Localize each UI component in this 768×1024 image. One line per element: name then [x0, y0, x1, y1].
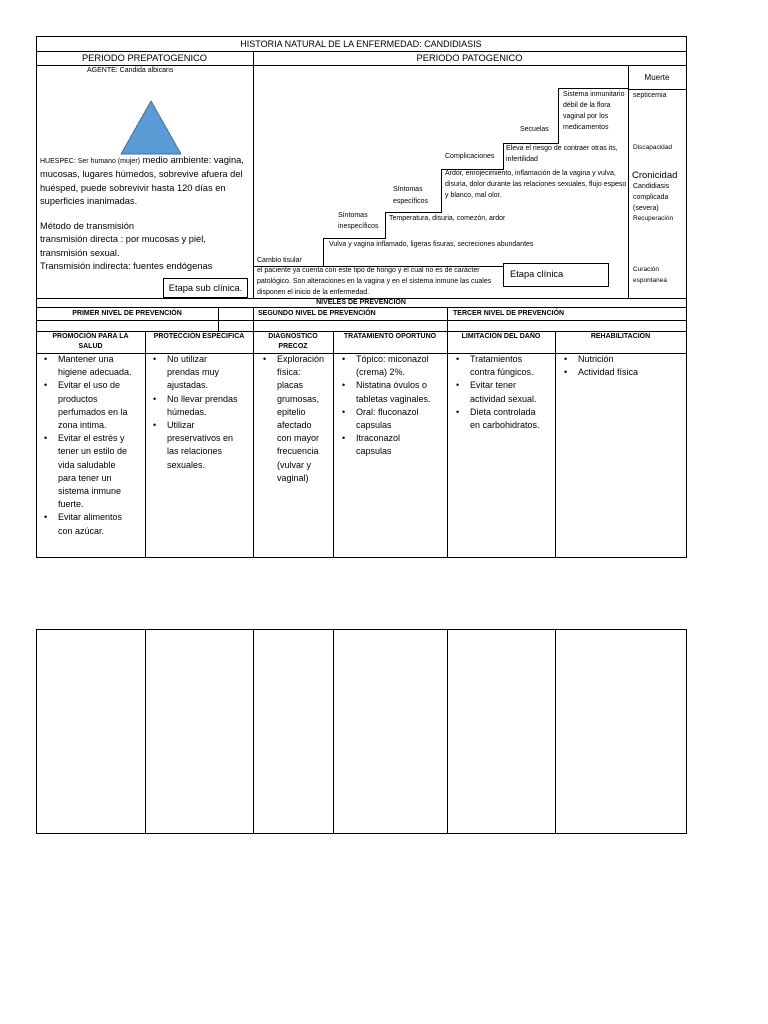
- outcome-recovery: Recuperación: [633, 215, 674, 222]
- timely-treatment-list: [356, 353, 434, 459]
- column-header-specific-protection: PROTECCIÓN ESPECIFICA: [153, 333, 245, 340]
- list-item: • Mantener una higiene adecuada.: [58, 353, 134, 379]
- list-item: • Evitar tener actividad sexual.: [470, 379, 544, 405]
- outcome-spontaneous-cure: Curación espontanea: [633, 266, 667, 284]
- column-header-timely-treatment: TRATAMIENTO OPORTUNO: [343, 333, 437, 340]
- transmission-title: Método de transmisión: [40, 221, 135, 231]
- list-item: • Evitar el estrés y tener un estilo de vida saludable para tener un sistema inmune fuerte.: [58, 432, 134, 511]
- environment-text: medio ambiente: vagina, mucosas, lugares húmedos, sobrevive afuera del huésped, puede sobrevivir hasta 120 días en superficies inanimadas.: [40, 155, 244, 207]
- column-header-damage-limitation: LIMITACIÓN DEL DAÑO: [461, 333, 541, 340]
- host-label: HUESPEC: Ser humano (mujer): [40, 158, 140, 165]
- tertiary-prevention-heading: TERCER NIVEL DE PREVENCIÓN: [453, 310, 565, 317]
- list-item: • Tópico: miconazol (crema) 2%.: [356, 353, 434, 379]
- list-item: • Nistatina óvulos o tabletas vaginales.: [356, 379, 434, 405]
- list-item: • Exploración física: placas grumosas, epitelio afectado con mayor frecuencia (vulvar y vaginal): [277, 353, 326, 485]
- column-header-early-diagnosis: DIAGNOSTICO PRECOZ: [268, 333, 318, 350]
- transmission-direct: transmisión directa : por mucosas y piel, transmisión sexual.: [40, 234, 206, 258]
- list-item: • Dieta controlada en carbohidratos.: [470, 406, 544, 432]
- list-item: • Nutrición: [578, 353, 678, 366]
- list-item: • Evitar alimentos con azúcar.: [58, 511, 134, 537]
- outcome-chronicity-detail: Candidiasis complicada (severa): [633, 183, 670, 212]
- outcome-disability: Discapacidad: [633, 144, 673, 151]
- list-item: • No utilizar prendas muy ajustadas.: [167, 353, 239, 393]
- list-item: • Evitar el uso de productos perfumados en la zona intima.: [58, 379, 134, 432]
- list-item: • Oral: fluconazol capsulas: [356, 406, 434, 432]
- epidemiological-triangle: [121, 101, 181, 154]
- secondary-prevention-heading: SEGUNDO NIVEL DE PREVENCIÓN: [258, 310, 376, 317]
- transmission-indirect: Transmisión indirecta: fuentes endógenas: [40, 261, 213, 272]
- outcome-chronicity: Cronicidad: [632, 170, 678, 181]
- transmission-block: [40, 220, 252, 274]
- specific-symptoms-label: Síntomas específicos: [393, 186, 429, 205]
- nonspecific-symptoms-label: Síntomas inespecíficos: [338, 212, 379, 230]
- health-promotion-list: [58, 353, 134, 538]
- damage-limitation-list: [470, 353, 544, 432]
- nonspecific-symptoms-text: Temperatura, disuria, comezón, ardor: [389, 215, 506, 222]
- complications-text: Eleva el riesgo de contraer otras its, infertilidad: [506, 145, 618, 163]
- column-header-rehabilitation: REHABILITACIÓN: [590, 333, 651, 340]
- document-title: HISTORIA NATURAL DE LA ENFERMEDAD: CANDIDIASIS: [240, 39, 482, 49]
- list-item: • Tratamientos contra fúngicos.: [470, 353, 544, 379]
- host-environment-paragraph: [40, 154, 252, 209]
- complications-label: Complicaciones: [445, 153, 495, 160]
- empty-table-border: [37, 630, 687, 834]
- prevention-heading: NIVELES DE PREVENCION: [316, 299, 406, 306]
- tissue-change-text: el paciente ya cuenta con este tipo de hongo y el cual no es de carácter patológico. Son alteraciones en la vagina y en el sistema inmune las cuales disponen el inicio de la enfermedad.: [257, 267, 492, 296]
- column-header-health-promotion: PROMOCIÓN PARA LA SALUD: [52, 333, 129, 350]
- list-item: • Utilizar preservativos en las relaciones sexuales.: [167, 419, 239, 472]
- list-item: • Actividad física: [578, 366, 678, 379]
- sequelae-label: Secuelas: [520, 126, 549, 133]
- outcome-death: Muerte: [644, 73, 670, 82]
- list-item: • Itraconazol capsulas: [356, 432, 434, 458]
- specific-symptoms-text: Ardor, enrojecimiento, inflamación de la vagina y vulva, disuria, dolor durante las relaciones sexuales, flujo espeso y blanco, mal olor.: [445, 170, 627, 199]
- subclinical-stage-box: Etapa sub clínica.: [163, 278, 248, 298]
- prepathogenic-heading: PERIODO PREPATOGENICO: [81, 53, 207, 63]
- sequelae-text: Sistema inmunitario débil de la flora vaginal por los medicamentos: [563, 90, 625, 132]
- outcome-septicemia: septicemia: [633, 92, 667, 99]
- list-item: • No llevar prendas húmedas.: [167, 393, 239, 419]
- specific-protection-list: [167, 353, 239, 472]
- early-diagnosis-list: [277, 353, 326, 485]
- pathogenic-heading: PERIODO PATOGENICO: [416, 53, 523, 63]
- tissue-change-label: Cambio tisular: [257, 257, 302, 264]
- rehabilitation-list: [578, 353, 678, 379]
- primary-prevention-heading: PRIMER NIVEL DE PREVENCIÓN: [72, 310, 182, 317]
- agent-label: AGENTE: Candida albicans: [87, 67, 174, 74]
- signs-text: Vulva y vagina inflamado, ligeras fisuras, secreciones abundantes: [329, 241, 534, 248]
- clinical-stage-box: Etapa clínica: [503, 263, 609, 287]
